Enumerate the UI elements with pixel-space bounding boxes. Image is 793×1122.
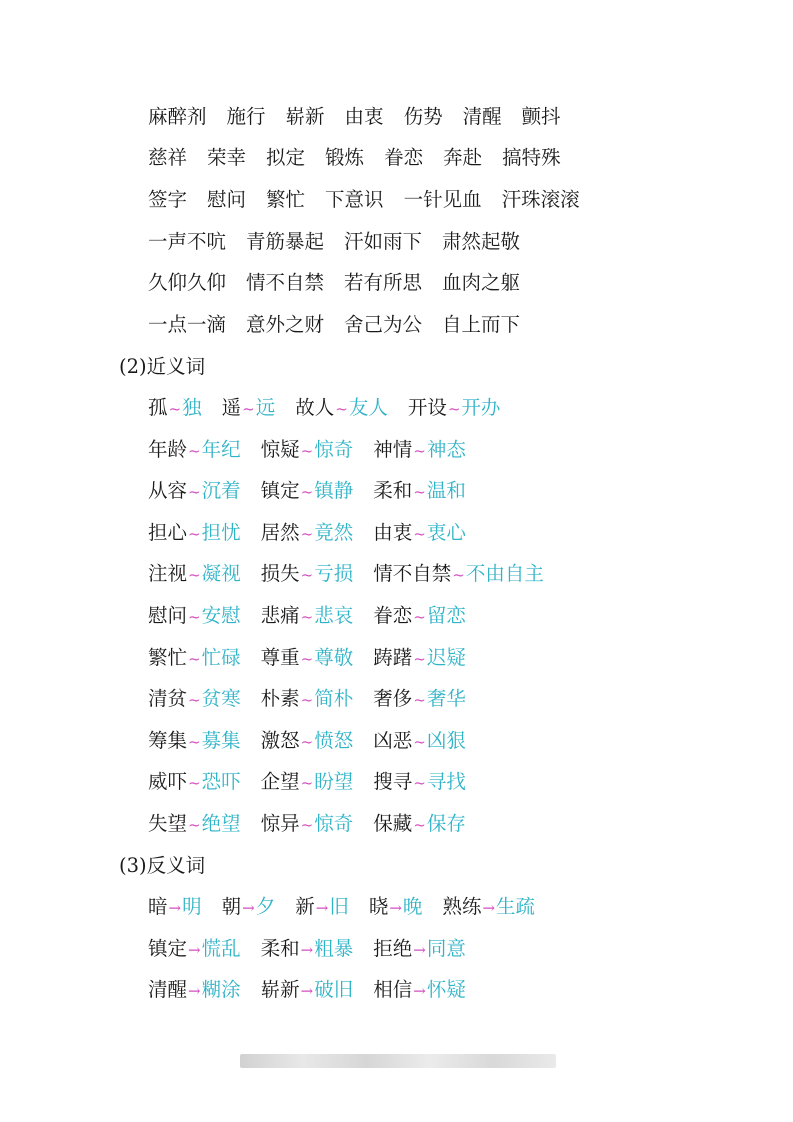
- word: 一声不吭: [148, 230, 227, 253]
- word-term: 遥: [221, 396, 242, 419]
- synonym-pair: [373, 684, 466, 715]
- antonym-pair: [261, 934, 354, 965]
- answer-term: 募集: [201, 729, 241, 752]
- arrow-separator: →: [413, 941, 426, 959]
- word: 麻醉剂: [148, 105, 207, 128]
- word-term: 威吓: [148, 770, 188, 793]
- synonym-row: [148, 809, 466, 839]
- word: 拟定: [266, 146, 306, 169]
- arrow-separator: →: [315, 899, 329, 917]
- word-row: [148, 268, 520, 298]
- arrow-separator: →: [482, 899, 496, 917]
- answer-term: 开办: [461, 396, 501, 419]
- tilde-separator: ~: [300, 525, 314, 543]
- word: 搞特殊: [502, 146, 561, 169]
- tilde-separator: ~: [452, 566, 465, 584]
- tilde-separator: ~: [413, 691, 426, 709]
- answer-term: 忙碌: [201, 646, 241, 669]
- synonym-pair: [261, 601, 354, 632]
- synonym-pair: [261, 684, 354, 715]
- synonym-pair: [148, 435, 241, 466]
- synonym-pair: [373, 518, 466, 549]
- synonym-row: [148, 684, 466, 714]
- synonym-pair: [373, 726, 466, 757]
- answer-term: 悲哀: [314, 604, 354, 627]
- word: 肃然起敬: [442, 230, 521, 253]
- word: 汗如雨下: [344, 230, 423, 253]
- word-term: 镇定: [260, 479, 300, 502]
- tilde-separator: ~: [188, 774, 201, 792]
- arrow-separator: →: [188, 982, 201, 1000]
- antonym-pair: [261, 975, 354, 1006]
- tilde-separator: ~: [188, 566, 201, 584]
- word-term: 清贫: [148, 687, 188, 710]
- antonym-pair: [369, 892, 423, 923]
- synonyms-heading: (2)近义词: [119, 355, 206, 378]
- answer-term: 友人: [348, 396, 388, 419]
- word-term: 从容: [148, 479, 188, 502]
- tilde-separator: ~: [242, 400, 255, 418]
- answer-term: 盼望: [314, 770, 354, 793]
- word: 锻炼: [325, 146, 365, 169]
- word: 清醒: [462, 105, 502, 128]
- tilde-separator: ~: [413, 733, 426, 751]
- word: 下意识: [325, 188, 384, 211]
- synonym-pair: [148, 767, 241, 798]
- synonym-pair: [148, 809, 241, 840]
- word-term: 新: [295, 895, 315, 918]
- word-term: 企望: [260, 770, 300, 793]
- antonym-pair: [373, 934, 466, 965]
- word: 久仰久仰: [148, 271, 227, 294]
- antonym-pair: [373, 975, 466, 1006]
- tilde-separator: ~: [300, 733, 314, 751]
- tilde-separator: ~: [413, 650, 426, 668]
- word-term: 熟练: [442, 895, 482, 918]
- tilde-separator: ~: [188, 442, 201, 460]
- tilde-separator: ~: [413, 774, 426, 792]
- word-term: 情不自禁: [373, 562, 452, 585]
- arrow-separator: →: [389, 899, 402, 917]
- word-term: 神情: [373, 438, 413, 461]
- arrow-separator: →: [300, 982, 314, 1000]
- word-term: 朴素: [260, 687, 300, 710]
- word-term: 注视: [148, 562, 188, 585]
- synonym-pair: [148, 643, 241, 674]
- antonym-pair: [442, 892, 535, 923]
- word-term: 居然: [260, 521, 300, 544]
- word-row: [148, 185, 580, 215]
- word-term: 镇定: [148, 937, 188, 960]
- word: 荣幸: [207, 146, 247, 169]
- answer-term: 衷心: [426, 521, 466, 544]
- answer-term: 凶狠: [426, 729, 466, 752]
- word-term: 凶恶: [373, 729, 413, 752]
- tilde-separator: ~: [300, 566, 314, 584]
- synonym-pair: [261, 726, 354, 757]
- word: 意外之财: [246, 313, 325, 336]
- tilde-separator: ~: [413, 442, 426, 460]
- answer-term: 怀疑: [426, 978, 466, 1001]
- word: 眷恋: [384, 146, 424, 169]
- word-term: 柔和: [373, 479, 413, 502]
- synonym-pair: [373, 601, 466, 632]
- tilde-separator: ~: [413, 525, 426, 543]
- antonym-row: [148, 934, 466, 964]
- word: 慈祥: [148, 146, 188, 169]
- word-term: 搜寻: [373, 770, 413, 793]
- answer-term: 绝望: [201, 812, 241, 835]
- answer-term: 不由自主: [465, 562, 544, 585]
- word-row: [148, 143, 561, 173]
- synonym-pair: [261, 435, 354, 466]
- answer-term: 神态: [426, 438, 466, 461]
- answer-term: 粗暴: [314, 937, 354, 960]
- synonym-pair: [373, 767, 466, 798]
- synonym-pair: [261, 559, 354, 590]
- answer-term: 寻找: [426, 770, 466, 793]
- word-term: 眷恋: [373, 604, 413, 627]
- synonym-pair: [261, 809, 354, 840]
- synonym-pair: [261, 767, 354, 798]
- answer-term: 糊涂: [201, 978, 241, 1001]
- tilde-separator: ~: [188, 733, 201, 751]
- word: 血肉之躯: [442, 271, 521, 294]
- synonym-pair: [148, 518, 241, 549]
- tilde-separator: ~: [300, 442, 314, 460]
- synonym-pair: [295, 393, 388, 424]
- tilde-separator: ~: [300, 608, 314, 626]
- tilde-separator: ~: [300, 483, 314, 501]
- answer-term: 生疏: [496, 895, 536, 918]
- synonym-row: [148, 726, 466, 756]
- tilde-separator: ~: [188, 608, 201, 626]
- synonym-row: [148, 476, 466, 506]
- antonym-pair: [148, 975, 241, 1006]
- word-term: 开设: [407, 396, 447, 419]
- synonym-pair: [148, 559, 241, 590]
- synonym-pair: [373, 809, 466, 840]
- answer-term: 担忧: [201, 521, 241, 544]
- antonyms-heading: (3)反义词: [119, 854, 206, 877]
- answer-term: 破旧: [314, 978, 354, 1001]
- synonym-pair: [373, 476, 466, 507]
- word: 自上而下: [442, 313, 521, 336]
- word: 汗珠滚滚: [501, 188, 580, 211]
- antonym-row: [148, 975, 466, 1005]
- antonym-pair: [148, 934, 241, 965]
- word: 舍己为公: [344, 313, 423, 336]
- tilde-separator: ~: [188, 525, 201, 543]
- word-term: 担心: [148, 521, 188, 544]
- antonym-row: [148, 892, 535, 922]
- word-term: 失望: [148, 812, 188, 835]
- synonym-pair: [148, 684, 241, 715]
- word-row: [148, 227, 520, 257]
- word: 伤势: [403, 105, 443, 128]
- word-term: 朝: [221, 895, 242, 918]
- arrow-separator: →: [300, 941, 314, 959]
- tilde-separator: ~: [188, 691, 201, 709]
- answer-term: 尊敬: [314, 646, 354, 669]
- word: 奔赴: [443, 146, 483, 169]
- word-term: 损失: [260, 562, 300, 585]
- word-term: 故人: [295, 396, 335, 419]
- tilde-separator: ~: [447, 400, 461, 418]
- word-term: 悲痛: [260, 604, 300, 627]
- word-term: 繁忙: [148, 646, 188, 669]
- answer-term: 简朴: [314, 687, 354, 710]
- word: 签字: [148, 188, 188, 211]
- tilde-separator: ~: [413, 483, 426, 501]
- answer-term: 旧: [329, 895, 349, 918]
- answer-term: 沉着: [201, 479, 241, 502]
- word-term: 年龄: [148, 438, 188, 461]
- word-term: 奢侈: [373, 687, 413, 710]
- word: 慰问: [207, 188, 247, 211]
- answer-term: 亏损: [314, 562, 354, 585]
- word-term: 相信: [373, 978, 413, 1001]
- answer-term: 留恋: [426, 604, 466, 627]
- tilde-separator: ~: [168, 400, 182, 418]
- word: 颤抖: [521, 105, 561, 128]
- tilde-separator: ~: [188, 816, 201, 834]
- word-term: 由衷: [373, 521, 413, 544]
- answer-term: 夕: [255, 895, 276, 918]
- answer-term: 远: [255, 396, 276, 419]
- word-term: 暗: [148, 895, 168, 918]
- answer-term: 年纪: [201, 438, 241, 461]
- answer-term: 晚: [402, 895, 423, 918]
- answer-term: 愤怒: [314, 729, 354, 752]
- tilde-separator: ~: [413, 608, 426, 626]
- answer-term: 镇静: [314, 479, 354, 502]
- answer-term: 迟疑: [426, 646, 466, 669]
- answer-term: 温和: [426, 479, 466, 502]
- tilde-separator: ~: [300, 691, 314, 709]
- answer-term: 安慰: [201, 604, 241, 627]
- answer-term: 同意: [426, 937, 466, 960]
- synonym-pair: [373, 435, 466, 466]
- word: 青筋暴起: [246, 230, 325, 253]
- arrow-separator: →: [168, 899, 182, 917]
- synonym-row: [148, 643, 466, 673]
- answer-term: 竟然: [314, 521, 354, 544]
- synonym-pair: [373, 559, 544, 590]
- word-row: [148, 310, 520, 340]
- word-term: 惊疑: [260, 438, 300, 461]
- tilde-separator: ~: [188, 483, 201, 501]
- word: 一点一滴: [148, 313, 227, 336]
- synonym-pair: [261, 518, 354, 549]
- answer-term: 恐吓: [201, 770, 241, 793]
- answer-term: 凝视: [201, 562, 241, 585]
- word: 繁忙: [266, 188, 306, 211]
- word: 情不自禁: [246, 271, 325, 294]
- answer-term: 惊奇: [314, 438, 354, 461]
- arrow-separator: →: [413, 982, 426, 1000]
- answer-term: 慌乱: [201, 937, 241, 960]
- word-term: 激怒: [260, 729, 300, 752]
- word-term: 崭新: [260, 978, 300, 1001]
- arrow-separator: →: [242, 899, 255, 917]
- answer-term: 明: [182, 895, 202, 918]
- synonym-pair: [261, 476, 354, 507]
- word-term: 孤: [148, 396, 168, 419]
- answer-term: 独: [182, 396, 202, 419]
- synonym-row: [148, 518, 466, 548]
- synonym-pair: [408, 393, 501, 424]
- synonym-pair: [373, 643, 466, 674]
- word-term: 尊重: [260, 646, 300, 669]
- word-term: 筹集: [148, 729, 188, 752]
- word-term: 拒绝: [373, 937, 413, 960]
- answer-term: 奢华: [426, 687, 466, 710]
- word-term: 惊异: [260, 812, 300, 835]
- tilde-separator: ~: [300, 774, 314, 792]
- tilde-separator: ~: [300, 816, 314, 834]
- word: 一针见血: [403, 188, 482, 211]
- synonym-pair: [148, 393, 202, 424]
- tilde-separator: ~: [335, 400, 348, 418]
- word-row: [148, 102, 561, 132]
- answer-term: 惊奇: [314, 812, 354, 835]
- antonym-pair: [148, 892, 202, 923]
- synonym-pair: [261, 643, 354, 674]
- antonym-pair: [295, 892, 349, 923]
- word-term: 清醒: [148, 978, 188, 1001]
- word: 由衷: [344, 105, 384, 128]
- tilde-separator: ~: [300, 650, 314, 668]
- word-term: 慰问: [148, 604, 188, 627]
- word-term: 晓: [368, 895, 389, 918]
- tilde-separator: ~: [413, 816, 426, 834]
- word-term: 踌躇: [373, 646, 413, 669]
- synonym-pair: [148, 476, 241, 507]
- word: 崭新: [285, 105, 325, 128]
- synonym-pair: [222, 393, 276, 424]
- synonym-row: [148, 601, 466, 631]
- synonym-row: [148, 393, 500, 423]
- word: 若有所思: [344, 271, 423, 294]
- synonym-pair: [148, 726, 241, 757]
- word-term: 保藏: [373, 812, 413, 835]
- blurred-watermark: [240, 1054, 556, 1068]
- synonym-pair: [148, 601, 241, 632]
- synonym-row: [148, 767, 466, 797]
- synonym-row: [148, 559, 544, 589]
- answer-term: 保存: [426, 812, 466, 835]
- synonym-row: [148, 435, 466, 465]
- antonym-pair: [222, 892, 276, 923]
- word: 施行: [226, 105, 266, 128]
- answer-term: 贫寒: [201, 687, 241, 710]
- arrow-separator: →: [188, 941, 201, 959]
- word-term: 柔和: [260, 937, 300, 960]
- tilde-separator: ~: [188, 650, 201, 668]
